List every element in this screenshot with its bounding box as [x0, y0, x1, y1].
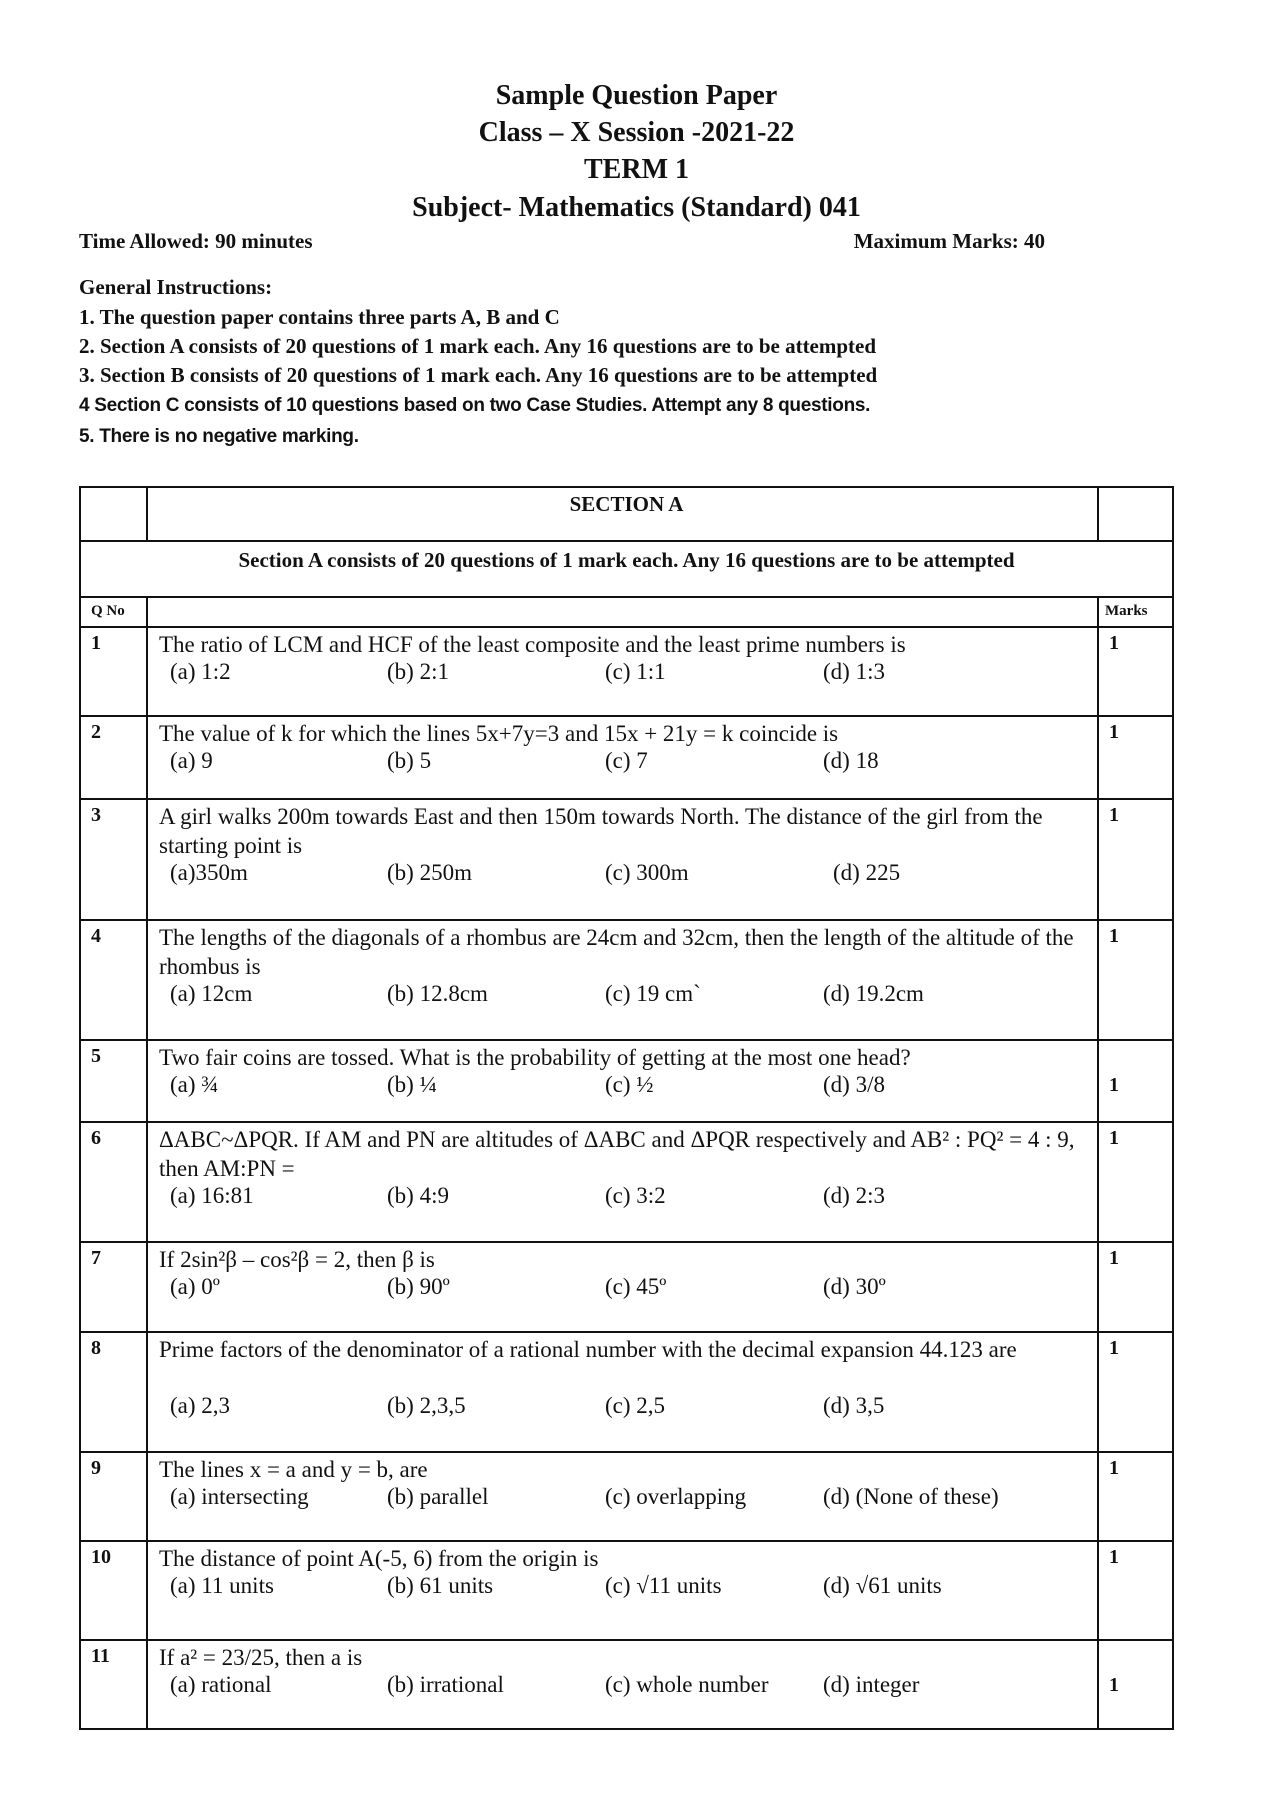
question-marks: 1: [1109, 721, 1119, 743]
question-row: [81, 1333, 1172, 1453]
question-text: The lines x = a and y = b, are: [159, 1457, 428, 1482]
option-d: (d) (None of these): [823, 1484, 999, 1509]
option-b: (b) parallel: [387, 1484, 489, 1509]
option-a: (a) 16:81: [170, 1183, 254, 1208]
option-a: (a) 1:2: [170, 659, 231, 684]
question-number: 10: [91, 1546, 111, 1568]
option-b: (b) irrational: [387, 1672, 504, 1697]
instruction-item: 3. Section B consists of 20 questions of 1 mark each. Any 16 questions are to be attempted: [79, 363, 878, 387]
question-number: 11: [91, 1645, 110, 1667]
question-number: 8: [91, 1337, 101, 1359]
question-row: [81, 1041, 1172, 1123]
option-a: (a) rational: [170, 1672, 272, 1697]
subject: Subject- Mathematics (Standard) 041: [412, 192, 861, 223]
question-row: [81, 1243, 1172, 1333]
option-c: (c) 7: [605, 748, 648, 773]
option-d: (d) 2:3: [823, 1183, 885, 1208]
option-a: (a) 9: [170, 748, 213, 773]
question-number: 7: [91, 1247, 101, 1269]
question-text: If 2sin²β – cos²β = 2, then β is: [159, 1247, 435, 1272]
option-b: (b) 4:9: [387, 1183, 449, 1208]
question-row: [81, 1641, 1172, 1730]
question-marks: 1: [1109, 1247, 1119, 1269]
question-marks: 1: [1109, 1127, 1119, 1149]
option-d: (d) √61 units: [823, 1573, 942, 1598]
option-c: (c) overlapping: [605, 1484, 747, 1509]
question-number: 4: [91, 925, 101, 947]
instructions-heading: General Instructions:: [79, 275, 273, 299]
question-text: ΔABC~ΔPQR. If AM and PN are altitudes of ΔABC and ΔPQR respectively and AB² : PQ² = 4 : 9, then AM:PN =: [159, 1127, 1075, 1181]
question-row: [81, 1453, 1172, 1542]
question-marks: 1: [1109, 1337, 1119, 1359]
option-b: (b) 90º: [387, 1274, 450, 1299]
option-c: (c) 19 cm`: [605, 981, 701, 1006]
question-number: 9: [91, 1457, 101, 1479]
option-b: (b) 5: [387, 748, 432, 773]
section-title: SECTION A: [569, 492, 684, 516]
question-text: The lengths of the diagonals of a rhombus are 24cm and 32cm, then the length of the altitude of the rhombus is: [159, 925, 1074, 979]
section-title-row: [81, 488, 1172, 542]
option-b: (b) 250m: [387, 860, 472, 885]
option-c: (c) 300m: [605, 860, 689, 885]
question-row: [81, 800, 1172, 921]
option-a: (a) 11 units: [170, 1573, 274, 1598]
question-marks: 1: [1109, 1457, 1119, 1479]
option-b: (b) 2:1: [387, 659, 449, 684]
time-allowed: Time Allowed: 90 minutes: [79, 229, 313, 253]
option-c: (c) whole number: [605, 1672, 769, 1697]
question-row: [81, 921, 1172, 1041]
question-row: [81, 1542, 1172, 1641]
question-text: The distance of point A(-5, 6) from the origin is: [159, 1546, 599, 1571]
question-text: The ratio of LCM and HCF of the least composite and the least prime numbers is: [159, 632, 906, 657]
section-note: Section A consists of 20 questions of 1 mark each. Any 16 questions are to be attempted: [238, 548, 1015, 572]
question-text: Two fair coins are tossed. What is the probability of getting at the most one head?: [159, 1045, 911, 1070]
marks-header: Marks: [1105, 603, 1148, 619]
question-number: 2: [91, 721, 101, 743]
option-c: (c) 1:1: [605, 659, 666, 684]
option-a: (a) intersecting: [170, 1484, 309, 1509]
question-row: [81, 717, 1172, 800]
option-d: (d) 225: [833, 860, 901, 885]
question-marks: 1: [1109, 1674, 1119, 1696]
question-marks: 1: [1109, 632, 1119, 654]
instruction-item: 2. Section A consists of 20 questions of 1 mark each. Any 16 questions are to be attempted: [79, 334, 877, 358]
option-d: (d) integer: [823, 1672, 920, 1697]
question-number: 3: [91, 804, 101, 826]
option-c: (c) 2,5: [605, 1393, 666, 1418]
option-c: (c) √11 units: [605, 1573, 722, 1598]
instruction-item: 1. The question paper contains three parts A, B and C: [79, 305, 560, 329]
option-b: (b) 2,3,5: [387, 1393, 466, 1418]
option-d: (d) 18: [823, 748, 879, 773]
option-a: (a) 2,3: [170, 1393, 231, 1418]
instruction-item: 4 Section C consists of 10 questions based on two Case Studies. Attempt any 8 questions.: [79, 395, 871, 416]
option-b: (b) 12.8cm: [387, 981, 488, 1006]
option-a: (a) ¾: [170, 1072, 219, 1097]
option-a: (a) 12cm: [170, 981, 253, 1006]
question-marks: 1: [1109, 925, 1119, 947]
maximum-marks: Maximum Marks: 40: [853, 229, 1045, 253]
option-c: (c) 3:2: [605, 1183, 666, 1208]
question-text: The value of k for which the lines 5x+7y=3 and 15x + 21y = k coincide is: [159, 721, 839, 746]
question-row: [81, 628, 1172, 717]
option-b: (b) ¼: [387, 1072, 437, 1097]
question-marks: 1: [1109, 1074, 1119, 1096]
question-row: [81, 1123, 1172, 1243]
option-d: (d) 1:3: [823, 659, 885, 684]
question-number: 1: [91, 632, 101, 654]
question-number: 5: [91, 1045, 101, 1067]
paper-title: Sample Question Paper: [495, 80, 778, 111]
section-note-row: [81, 542, 1172, 598]
instruction-item: 5. There is no negative marking.: [79, 426, 359, 447]
option-c: (c) ½: [605, 1072, 654, 1097]
qno-header: Q No: [91, 603, 125, 619]
class-session: Class – X Session -2021-22: [478, 117, 795, 148]
question-text: If a² = 23/25, then a is: [159, 1645, 363, 1670]
option-a: (a) 0º: [170, 1274, 220, 1299]
option-d: (d) 3/8: [823, 1072, 885, 1097]
option-c: (c) 45º: [605, 1274, 667, 1299]
option-d: (d) 3,5: [823, 1393, 885, 1418]
question-marks: 1: [1109, 1546, 1119, 1568]
question-text: Prime factors of the denominator of a rational number with the decimal expansion 44.123 are: [159, 1337, 1017, 1362]
option-a: (a)350m: [170, 860, 248, 885]
question-marks: 1: [1109, 804, 1119, 826]
question-text: A girl walks 200m towards East and then 150m towards North. The distance of the girl from the starting point is: [159, 804, 1043, 858]
term: TERM 1: [584, 154, 689, 185]
question-number: 6: [91, 1127, 101, 1149]
column-header-row: [81, 598, 1172, 628]
option-b: (b) 61 units: [387, 1573, 494, 1598]
section-a-table: [79, 486, 1174, 1730]
option-d: (d) 19.2cm: [823, 981, 924, 1006]
option-d: (d) 30º: [823, 1274, 886, 1299]
